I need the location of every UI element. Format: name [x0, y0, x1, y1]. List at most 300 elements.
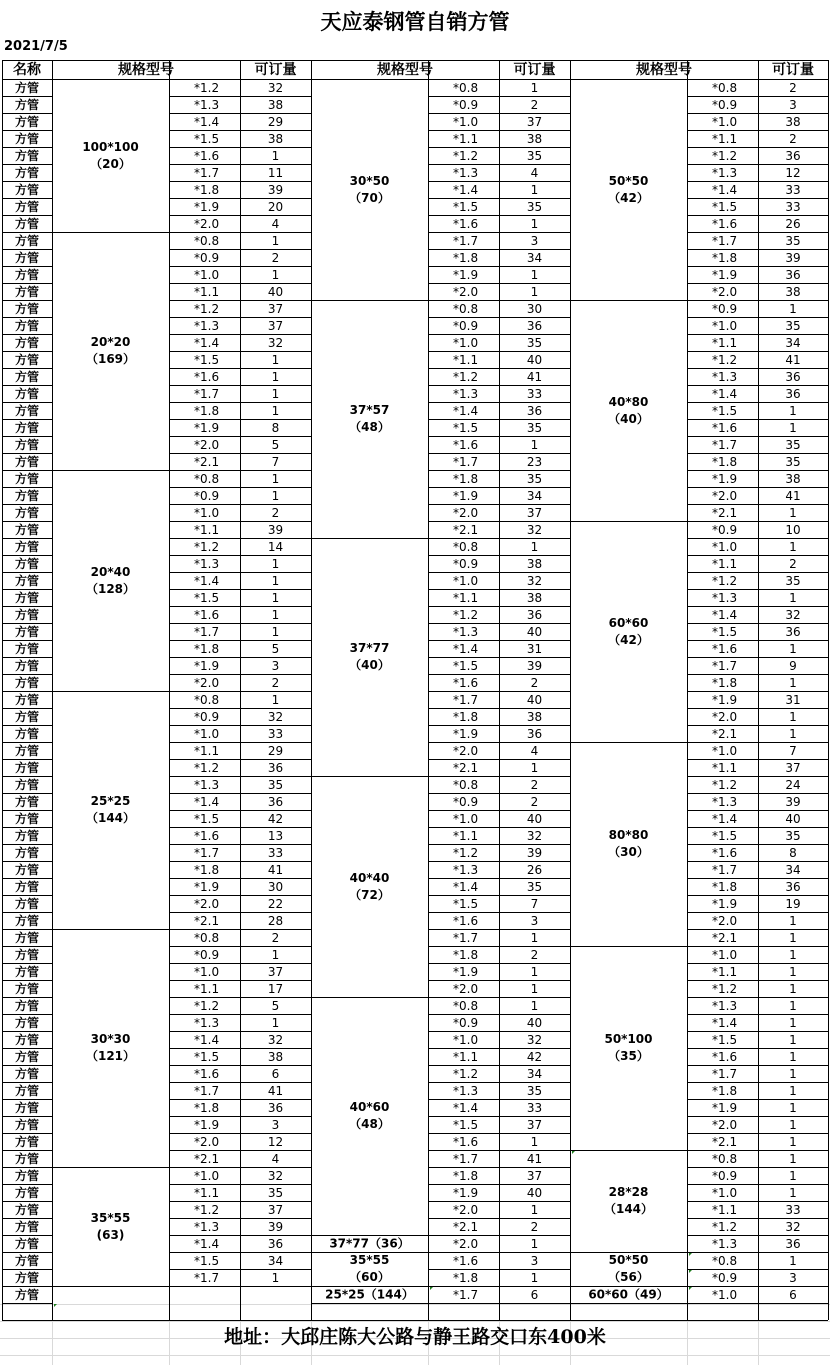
spec-group-label [349, 1099, 390, 1133]
spec-group-label [608, 1252, 649, 1286]
spec-thickness: *1.8 [453, 1168, 479, 1183]
stock-qty: 3 [530, 233, 539, 248]
spec-thickness: *1.2 [194, 80, 220, 95]
stock-qty: 34 [785, 335, 801, 350]
stock-qty: 2 [530, 777, 539, 792]
spec-thickness: *0.9 [712, 301, 738, 316]
spec-thickness: *1.7 [453, 930, 479, 945]
stock-qty: 35 [526, 199, 543, 214]
stock-qty: 1 [271, 947, 280, 962]
cell-comment-marker [689, 1287, 692, 1290]
product-name: 方管 [14, 1168, 40, 1183]
product-name: 方管 [14, 471, 40, 486]
stock-qty: 1 [271, 607, 280, 622]
spec-thickness: *2.0 [194, 896, 220, 911]
spec-thickness: *1.4 [712, 182, 738, 197]
spec-thickness: *1.0 [453, 114, 479, 129]
stock-qty: 4 [530, 165, 539, 180]
stock-qty: 38 [785, 114, 801, 129]
spec-thickness: *1.2 [194, 998, 220, 1013]
spec-thickness: *1.5 [194, 590, 220, 605]
stock-qty: 3 [271, 1117, 280, 1132]
header-qty: 可订量 [254, 61, 297, 78]
spec-thickness: *1.9 [453, 726, 479, 741]
stock-qty: 1 [271, 1015, 280, 1030]
spec-size: 20*20 [90, 335, 131, 349]
spec-thickness: *1.3 [194, 777, 220, 792]
spec-thickness: *1.5 [453, 420, 479, 435]
spec-thickness: *1.4 [453, 403, 479, 418]
spec-size: 50*50 [608, 1253, 649, 1267]
stock-qty: 28 [267, 913, 284, 928]
spec-group-label [82, 139, 138, 173]
spec-thickness: *0.9 [453, 556, 479, 571]
stock-qty: 34 [785, 862, 801, 877]
stock-qty: 1 [789, 998, 797, 1013]
product-name: 方管 [14, 267, 40, 282]
stock-qty: 1 [789, 1168, 797, 1183]
spec-thickness: *1.8 [194, 182, 220, 197]
spec-thickness: *2.0 [712, 488, 738, 503]
product-name: 方管 [14, 811, 40, 826]
spec-thickness: *1.5 [194, 1253, 220, 1268]
stock-qty: 24 [785, 777, 801, 792]
stock-qty: 8 [789, 845, 797, 860]
spec-thickness: *1.9 [712, 1100, 738, 1115]
spec-thickness: *2.0 [194, 1134, 220, 1149]
spec-thickness: *1.4 [712, 811, 738, 826]
spec-thickness: *1.4 [194, 1032, 220, 1047]
stock-qty: 1 [530, 981, 539, 996]
spec-total: （56） [608, 1270, 649, 1284]
stock-qty: 32 [267, 1168, 284, 1183]
spec-thickness: *1.4 [712, 1015, 738, 1030]
product-name: 方管 [14, 709, 40, 724]
stock-qty: 2 [271, 250, 280, 265]
spec-thickness: *2.1 [712, 505, 738, 520]
spec-thickness: *0.9 [712, 1168, 738, 1183]
spec-group-label [86, 334, 135, 368]
stock-qty: 1 [530, 182, 539, 197]
spec-thickness: *2.1 [194, 454, 220, 469]
spec-thickness: *1.7 [194, 1270, 220, 1285]
spec-thickness: *2.1 [453, 760, 479, 775]
spec-group-label [86, 1031, 135, 1065]
stock-qty: 1 [530, 1270, 539, 1285]
spec-thickness: *1.5 [712, 403, 738, 418]
spec-thickness: *2.0 [712, 284, 738, 299]
spec-group-label [588, 1286, 668, 1303]
spec-group-label [349, 173, 390, 207]
stock-qty: 36 [526, 403, 543, 418]
stock-qty: 1 [271, 1270, 280, 1285]
spec-thickness: *1.5 [453, 658, 479, 673]
spec-group-label [608, 827, 649, 861]
stock-qty: 30 [526, 301, 543, 316]
spec-thickness: *1.8 [453, 1270, 479, 1285]
spec-thickness: *1.9 [712, 471, 738, 486]
spec-thickness: *1.4 [712, 386, 738, 401]
cell-comment-marker [689, 1270, 692, 1273]
product-name: 方管 [14, 131, 40, 146]
spec-group-label [325, 1286, 414, 1303]
spec-thickness: *1.8 [712, 250, 738, 265]
stock-qty: 37 [785, 760, 801, 775]
spec-thickness: *1.0 [194, 726, 220, 741]
spec-thickness: *1.9 [453, 964, 479, 979]
stock-qty: 39 [526, 845, 543, 860]
spec-thickness: *1.8 [712, 1083, 738, 1098]
stock-qty: 40 [526, 1015, 543, 1030]
stock-qty: 40 [526, 811, 543, 826]
spec-thickness: *1.2 [712, 777, 738, 792]
spec-thickness: *2.0 [194, 437, 220, 452]
stock-qty: 1 [789, 420, 797, 435]
stock-qty: 35 [526, 148, 543, 163]
spec-thickness: *0.9 [453, 794, 479, 809]
spec-size: 35*55 [90, 1210, 131, 1225]
stock-qty: 38 [785, 471, 801, 486]
spec-thickness: *1.3 [712, 998, 738, 1013]
spec-thickness: *1.5 [453, 1117, 479, 1132]
spec-thickness: *2.1 [712, 1134, 738, 1149]
stock-qty: 1 [271, 556, 280, 571]
product-name: 方管 [14, 250, 40, 265]
spec-thickness: *1.9 [194, 879, 220, 894]
spec-thickness: *0.8 [453, 777, 479, 792]
product-name: 方管 [14, 420, 40, 435]
spec-thickness: *1.8 [453, 250, 479, 265]
spec-thickness: *1.6 [194, 828, 220, 843]
stock-qty: 13 [267, 828, 284, 843]
spec-thickness: *2.0 [453, 1202, 479, 1217]
stock-qty: 26 [526, 862, 543, 877]
spec-thickness: *1.4 [194, 1236, 220, 1251]
product-name: 方管 [14, 1049, 40, 1064]
spec-thickness: *1.4 [194, 335, 220, 350]
product-name: 方管 [14, 624, 40, 639]
spec-thickness: *1.3 [194, 318, 220, 333]
stock-qty: 1 [789, 1066, 797, 1081]
spec-group-label [604, 1031, 652, 1065]
stock-qty: 1 [271, 692, 280, 707]
stock-qty: 1 [530, 216, 539, 231]
stock-qty: 2 [789, 131, 797, 146]
product-name: 方管 [14, 777, 40, 792]
product-name: 方管 [14, 607, 40, 622]
stock-qty: 7 [789, 743, 797, 758]
stock-qty: 5 [271, 998, 280, 1013]
spec-thickness: *2.1 [453, 522, 479, 537]
spec-thickness: *2.0 [712, 1117, 738, 1132]
spec-group-label [608, 615, 649, 649]
product-name: 方管 [14, 1151, 40, 1166]
spec-thickness: *1.8 [194, 403, 220, 418]
stock-qty: 37 [267, 964, 284, 979]
stock-qty: 35 [526, 420, 543, 435]
stock-qty: 11 [267, 165, 284, 180]
product-name: 方管 [14, 454, 40, 469]
spec-thickness: *0.8 [712, 1253, 738, 1268]
stock-qty: 1 [271, 148, 280, 163]
spec-thickness: *1.9 [712, 896, 738, 911]
product-name: 方管 [14, 1032, 40, 1047]
stock-qty: 36 [267, 794, 284, 809]
product-name: 方管 [14, 199, 40, 214]
stock-qty: 37 [526, 1117, 543, 1132]
stock-qty: 1 [789, 1185, 797, 1200]
stock-qty: 2 [530, 97, 539, 112]
stock-qty: 1 [789, 1117, 797, 1132]
spec-thickness: *0.8 [712, 1151, 738, 1166]
stock-qty: 5 [271, 437, 280, 452]
stock-qty: 6 [271, 1066, 280, 1081]
stock-qty: 1 [789, 1049, 797, 1064]
product-name: 方管 [14, 1236, 40, 1251]
stock-qty: 35 [785, 454, 801, 469]
stock-qty: 30 [267, 879, 284, 894]
spec-total: （60） [349, 1270, 390, 1284]
stock-qty: 35 [526, 1083, 543, 1098]
product-name: 方管 [14, 505, 40, 520]
spec-thickness: *2.0 [712, 709, 738, 724]
spec-thickness: *1.2 [194, 301, 220, 316]
stock-qty: 1 [530, 998, 539, 1013]
stock-qty: 36 [785, 386, 801, 401]
product-name: 方管 [14, 335, 40, 350]
cell-comment-marker [572, 1151, 575, 1154]
spec-thickness: *1.3 [712, 1236, 738, 1251]
product-name: 方管 [14, 981, 40, 996]
product-name: 方管 [14, 828, 40, 843]
stock-qty: 36 [267, 1100, 284, 1115]
stock-qty: 4 [530, 743, 539, 758]
spec-thickness: *1.0 [712, 947, 738, 962]
spec-thickness: *1.5 [712, 1032, 738, 1047]
product-name: 方管 [14, 369, 40, 384]
stock-qty: 1 [789, 913, 797, 928]
spec-total: （144） [85, 811, 136, 825]
sheet-title: 天应泰钢管自销方管 [320, 9, 510, 34]
stock-qty: 3 [271, 658, 280, 673]
sheet-date: 2021/7/5 [4, 39, 68, 54]
spec-thickness: *0.8 [194, 233, 220, 248]
header-spec: 规格型号 [377, 61, 433, 78]
stock-qty: 38 [267, 1049, 284, 1064]
spec-size: 20*40 [90, 564, 131, 579]
stock-qty: 19 [785, 896, 801, 911]
stock-qty: 39 [526, 658, 543, 673]
spec-thickness: *1.1 [194, 522, 220, 537]
product-name: 方管 [14, 488, 40, 503]
spec-thickness: *0.9 [712, 522, 738, 537]
stock-qty: 7 [271, 454, 280, 469]
spec-size: 37*77 [349, 641, 390, 655]
spec-thickness: *1.8 [712, 879, 738, 894]
product-name: 方管 [14, 930, 40, 945]
spec-thickness: *2.1 [194, 913, 220, 928]
spec-thickness: *1.6 [194, 148, 220, 163]
stock-qty: 40 [526, 352, 543, 367]
cell-comment-marker [430, 1287, 433, 1290]
spec-thickness: *0.8 [453, 539, 479, 554]
spec-size: 28*28 [608, 1185, 649, 1199]
stock-qty: 26 [785, 216, 801, 231]
product-name: 方管 [14, 862, 40, 877]
product-name: 方管 [14, 573, 40, 588]
product-name: 方管 [14, 641, 40, 656]
stock-qty: 1 [530, 267, 539, 282]
stock-qty: 39 [267, 1219, 284, 1234]
stock-qty: 23 [526, 454, 543, 469]
spec-thickness: *1.9 [194, 1117, 220, 1132]
stock-qty: 35 [785, 573, 801, 588]
stock-qty: 1 [789, 981, 797, 996]
stock-qty: 32 [785, 607, 801, 622]
spec-total: （35） [608, 1049, 649, 1063]
spec-thickness: *0.8 [712, 80, 738, 95]
spec-thickness: *1.9 [194, 658, 220, 673]
spec-total: （169） [85, 352, 136, 366]
stock-qty: 36 [526, 318, 543, 333]
stock-qty: 33 [785, 1202, 801, 1217]
spec-thickness: *1.4 [194, 573, 220, 588]
spec-thickness: *1.5 [194, 352, 220, 367]
spec-thickness: *2.1 [194, 1151, 220, 1166]
stock-qty: 4 [271, 1151, 280, 1166]
spec-total: （40） [608, 411, 649, 426]
spec-total: （42） [608, 632, 649, 647]
spec-thickness: *1.1 [453, 1049, 479, 1064]
stock-qty: 32 [267, 709, 284, 724]
product-name: 方管 [14, 692, 40, 707]
stock-qty: 36 [267, 1236, 284, 1251]
stock-qty: 14 [267, 539, 284, 554]
spec-thickness: *1.1 [712, 1202, 738, 1217]
spec-thickness: *1.4 [194, 794, 220, 809]
stock-qty: 7 [530, 896, 539, 911]
spec-thickness: *1.5 [194, 1049, 220, 1064]
spec-thickness: *1.3 [453, 386, 479, 401]
stock-qty: 41 [526, 1151, 543, 1166]
stock-qty: 36 [267, 760, 284, 775]
spec-thickness: *1.0 [194, 505, 220, 520]
spec-thickness: *2.0 [194, 216, 220, 231]
stock-qty: 34 [526, 1066, 543, 1081]
spec-thickness: *1.1 [194, 284, 220, 299]
spec-thickness: *1.3 [712, 590, 738, 605]
spec-thickness: *1.7 [194, 845, 220, 860]
spec-thickness: *1.0 [194, 1168, 220, 1183]
spec-group-label [86, 564, 135, 598]
product-name: 方管 [14, 165, 40, 180]
stock-qty: 1 [789, 505, 797, 520]
stock-qty: 32 [267, 1032, 284, 1047]
spec-thickness: *0.8 [194, 692, 220, 707]
spec-thickness: *1.6 [712, 420, 738, 435]
spec-size: 25*25 [90, 794, 131, 808]
stock-qty: 1 [789, 1032, 797, 1047]
spec-thickness: *1.1 [712, 964, 738, 979]
spec-thickness: *1.6 [453, 913, 479, 928]
stock-qty: 31 [785, 692, 801, 707]
spec-group-label [329, 1235, 409, 1252]
spec-group-label [349, 870, 390, 904]
spec-thickness: *2.0 [712, 913, 738, 928]
stock-qty: 1 [789, 964, 797, 979]
stock-qty: 32 [785, 1219, 801, 1234]
spec-thickness: *1.8 [712, 675, 738, 690]
product-name: 方管 [14, 879, 40, 894]
stock-qty: 1 [271, 590, 280, 605]
spec-thickness: *1.7 [194, 386, 220, 401]
stock-qty: 5 [271, 641, 280, 656]
spec-thickness: *1.6 [453, 1134, 479, 1149]
spec-thickness: *1.3 [712, 165, 738, 180]
spec-thickness: *1.1 [194, 743, 220, 758]
spec-thickness: *1.7 [453, 454, 479, 469]
spec-thickness: *1.4 [712, 607, 738, 622]
stock-qty: 32 [267, 80, 284, 95]
product-name: 方管 [14, 556, 40, 571]
spec-thickness: *0.9 [194, 488, 220, 503]
spec-thickness: *2.0 [453, 981, 479, 996]
stock-qty: 2 [271, 930, 280, 945]
spec-thickness: *2.0 [453, 284, 479, 299]
stock-qty: 39 [267, 522, 284, 537]
stock-qty: 41 [267, 862, 284, 877]
spec-thickness: *1.6 [453, 675, 479, 690]
stock-qty: 1 [530, 1236, 539, 1251]
spec-size: 37*57 [349, 403, 390, 417]
stock-qty: 1 [789, 590, 797, 605]
stock-qty: 2 [530, 947, 539, 962]
stock-qty: 1 [271, 386, 280, 401]
spec-thickness: *2.1 [712, 930, 738, 945]
spec-total: （48） [349, 420, 390, 434]
spec-size: 35*55 [349, 1253, 390, 1267]
stock-qty: 41 [785, 488, 801, 503]
product-name: 方管 [14, 675, 40, 690]
stock-qty: 1 [271, 233, 280, 248]
stock-qty: 3 [789, 1270, 797, 1285]
spec-total: （72） [349, 887, 390, 902]
spec-thickness: *1.8 [194, 1100, 220, 1115]
stock-qty: 35 [526, 879, 543, 894]
spec-size: 25*25（144） [325, 1287, 414, 1301]
spec-size: 50*50 [608, 173, 649, 188]
stock-qty: 1 [789, 675, 797, 690]
spec-total: （121） [85, 1049, 136, 1063]
stock-qty: 31 [526, 641, 543, 656]
spec-thickness: *0.8 [453, 80, 479, 95]
stock-qty: 39 [267, 182, 284, 197]
product-name: 方管 [14, 233, 40, 248]
stock-qty: 2 [530, 1219, 539, 1234]
stock-qty: 6 [530, 1287, 539, 1302]
stock-qty: 34 [526, 250, 543, 265]
stock-qty: 1 [271, 369, 280, 384]
stock-qty: 1 [530, 80, 539, 95]
spec-thickness: *1.7 [453, 1287, 479, 1302]
stock-qty: 2 [530, 794, 539, 809]
header-spec: 规格型号 [118, 61, 174, 78]
stock-qty: 32 [526, 573, 543, 588]
product-name: 方管 [14, 1253, 40, 1268]
product-name: 方管 [14, 1287, 40, 1302]
spec-thickness: *2.0 [194, 675, 220, 690]
spec-thickness: *1.9 [453, 267, 479, 282]
